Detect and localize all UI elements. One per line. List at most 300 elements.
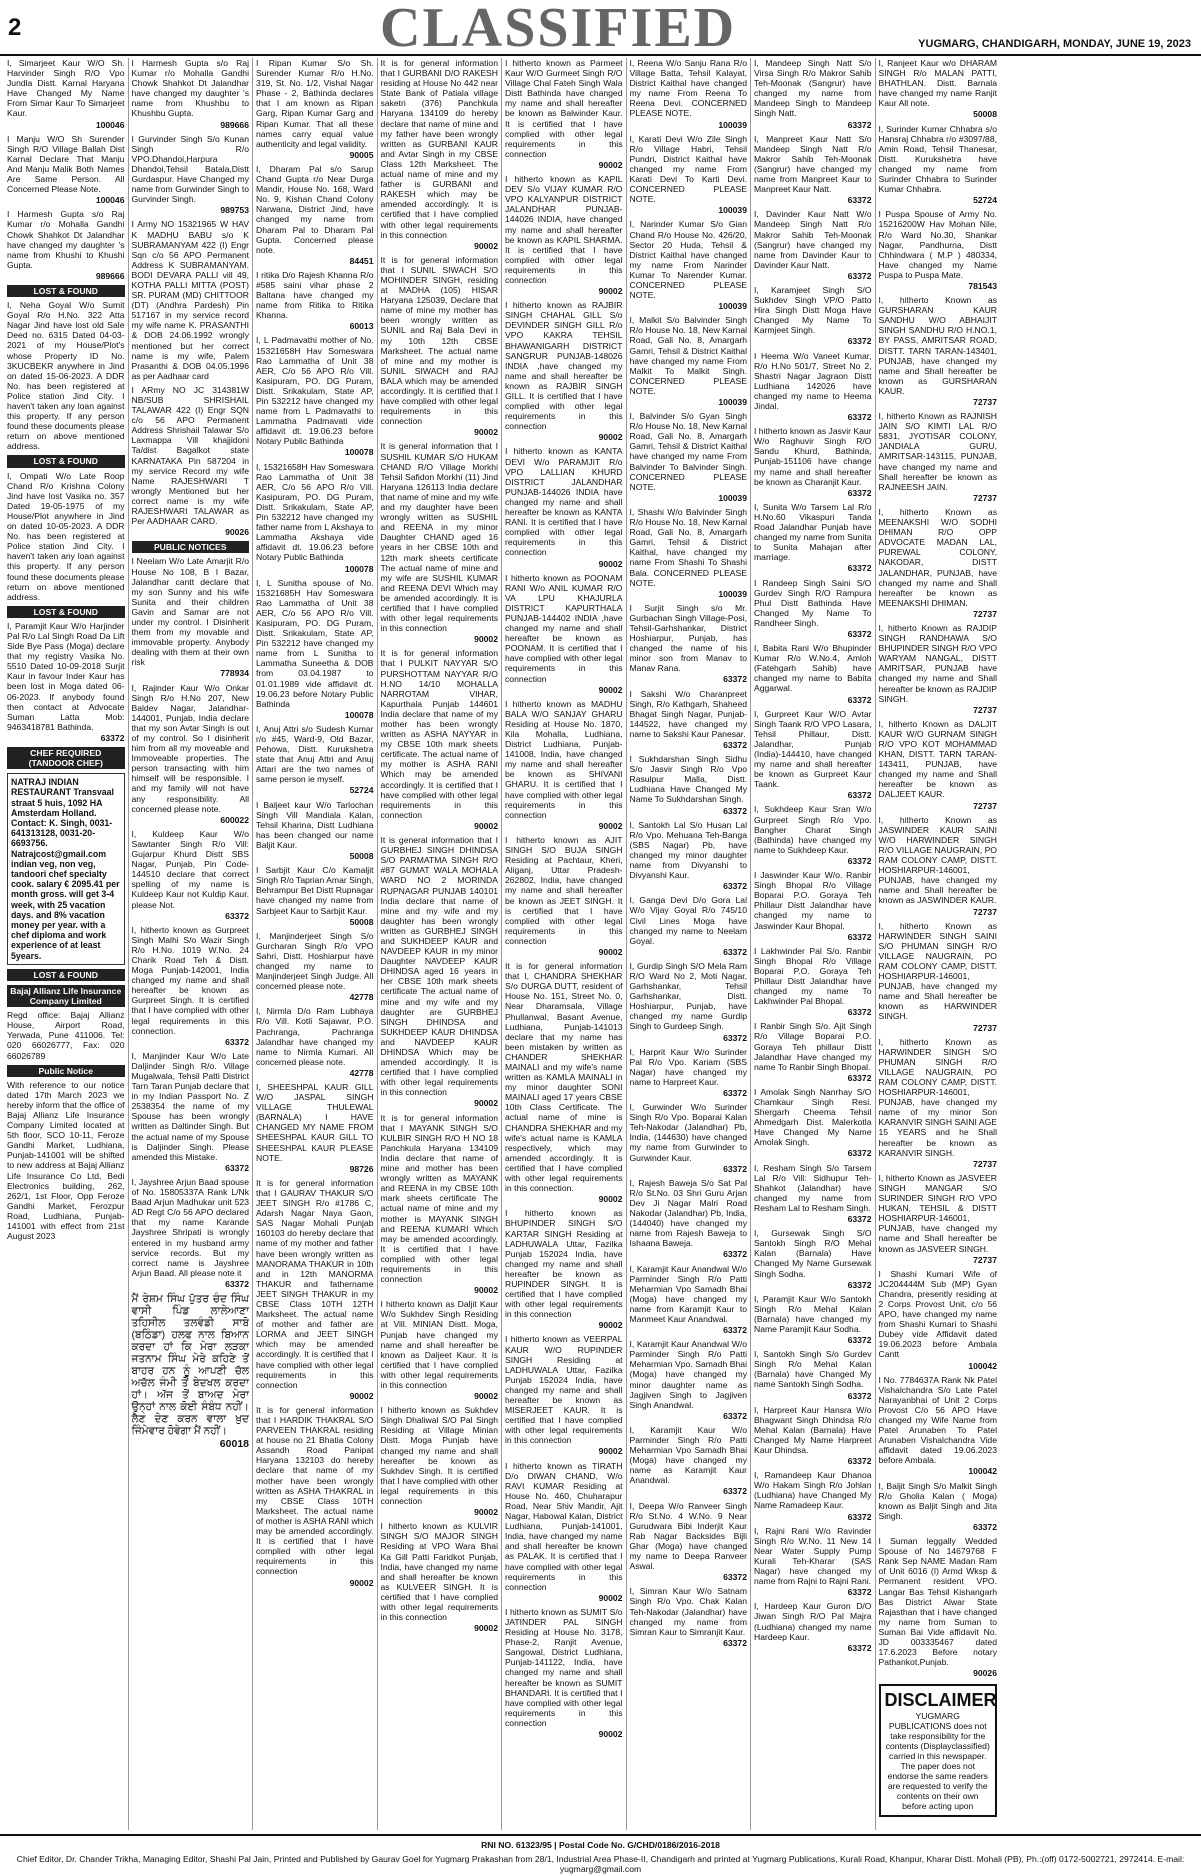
- classified-notice: [132, 1177, 250, 1289]
- column-4: [378, 58, 503, 1830]
- disclaimer-text: YUGMARG PUBLICATIONS does not take responsibility for the contents (Displayclassified) carried in this newspaper. The paper does not endorse the same readers are requested to verify the contents on their own before acting upon: [885, 1711, 990, 1812]
- classified-notice: [754, 1526, 872, 1598]
- classified-notice: [256, 58, 374, 160]
- notice-code: 100078: [344, 447, 374, 458]
- notice-code: 63372: [723, 805, 747, 816]
- notice-text: I, Harprit Kaur W/o Surinder Pal R/o Vpo. Kariam (SBS Nagar) have changed my name to Harpreet Kaur.: [629, 1046, 747, 1087]
- classified-notice: [381, 835, 499, 1109]
- classified-notice: [630, 1425, 748, 1497]
- classified-notice: [754, 1601, 872, 1652]
- notice-code: 98726: [349, 1163, 374, 1174]
- classified-notice: [630, 1339, 748, 1421]
- notice-text: I, Sunita W/o Tarsem Lal R/o H.No.60 Vikaspuri Tanda Road Jalandhar Punjab have changed my name from Sunita to Sunita Mahajan after marriage.: [754, 501, 872, 563]
- notice-code: 72737: [973, 1158, 997, 1169]
- notice-text: I hitherto known as SUMIT S/o JATINDER PAL SINGH Residing at House No. 3178, Phase-2, Ranjit Avenue, Sangowal, District Ludhiana, Punjab-141122, India, have changed my name and shall hereafter be known as SUMIT BHANDARI. It is certified that I have complied with other legal requirements in this connection: [505, 1606, 623, 1728]
- classified-notice: [256, 1405, 374, 1588]
- notice-code: 63372: [847, 563, 872, 574]
- notice-text: I, Mandeep Singh Natt S/o Virsa Singh R/o Makror Sahib Teh-Moonak (Sangrur) have changed my name from Mandeep Singh to Mandeep Singh Natt.: [754, 58, 872, 119]
- classified-notice: [132, 925, 250, 1047]
- notice-text: I, Karamjeet Singh S/O Sukhdev Singh VP/O Patto Hira Singh Distt Moga Have Changed My Name To Karmjeet Singh.: [754, 284, 872, 336]
- masthead-rule: [0, 54, 1201, 56]
- notice-text: I, Manjinder Kaur W/o Late Daljinder Singh R/o. Village Mugalwala, Tehsil Patti District Tarn Taran Punjab declare that in my Indian Passport No. Z 2538354 the name of my Spouse has been wrongly written as Daltinder Singh. But the actual name of my Spouse is Daljinder Singh. Please amended this Mistake.: [131, 1050, 249, 1162]
- notice-code: 63372: [723, 1410, 747, 1421]
- masthead: [0, 0, 1201, 58]
- notice-text: I, Malkit S/o Balvinder Singh R/o House No. 18, New Karnal Road, Gali No. 8, Amargarh Gamri, Tehsil & District Kaithal have changed my name From Malkit To Malkit Singh. CONCERNED PLEASE NOTE.: [629, 315, 748, 396]
- classified-notice: [754, 351, 872, 423]
- classified-notice: [630, 603, 748, 685]
- notice-code: 100039: [718, 397, 747, 407]
- notice-code: 63372: [723, 1637, 747, 1648]
- notice-text: I hitherto known as BHUPINDER SINGH S/O KARTAR SINGH Residing at LADHUWALA Uttar, Fazilka Punjab 152024 India, have changed my name and shall hereafter be known as RUPINDER SINGH. It is certified that I have complied with other legal requirements in this connection: [505, 1208, 623, 1320]
- column-1: [4, 58, 129, 1830]
- notice-text: It is for general information that I GAURAV THAKUR S/O JEET SINGH R/o #1786 C, Adarsh Nagar Naya Gaon, SAS Nagar Mohali Punjab 160103 do hereby declare that name of my mother and father have been wrongly written as MANORAMA THAKUR in 10th and in 12th MANORMA THAKUR and fathername JEET SINGH THAKUR in my CBSE Class 10TH 12TH Marksheet. The actual name of mother and father are LORMA and JEET SINGH which may be amended accordingly. It is certified that I have complied with other legal requirements in this connection: [256, 1177, 374, 1390]
- classified-notice: [256, 931, 374, 1003]
- notice-text: I, Ranjeet Kaur w/o DHARAM SINGH R/o MALAN PATTI, BHATHLAN. Distt. Barnala have changed my name Ranjit Kaur All note.: [878, 58, 997, 109]
- classified-notice: [754, 209, 872, 281]
- classified-notice: [879, 815, 998, 917]
- classified-notice: [879, 411, 998, 503]
- classified-notice: [879, 295, 998, 407]
- notice-code: 72737: [973, 704, 997, 715]
- notice-text: I, Rajni Rani W/o Ravinder Singh R/o W.No. 11 New 14 Near Water Supply Pump Kurali Teh-Kharar (SAS Nagar) have changed my name from Rajni to Rajni Rani.: [754, 1525, 872, 1587]
- notice-text: I, Rajesh Baweja S/o Sat Pal R/o St.No. 03 Shri Guru Arjan Dev Ji Nagar Malri Road Nakodar (Jalandhar) Pb, India, (144040) have changed my name from Rajesh Baweja to Ishaana Baweja.: [629, 1177, 747, 1249]
- notice-code: 90002: [474, 1285, 498, 1296]
- notice-code: 90002: [474, 820, 498, 831]
- notice-text: I Jaswinder Kaur W/o. Ranbir Singh Bhopal R/o Village Boparai P.O. Goraya Teh Phillaur Distt Jalandhar have changed my name to Jaswinder Kaur Bhopal.: [754, 870, 872, 931]
- notice-text: I, Paramjit Kaur W/o Harjinder Pal R/o Lal Singh Road Da Lift Side Bye Pass (Moga) declare that my registry Vasika No. 5510 Dated 10-09-2018 Surjit Kaur in favour Inder Kaur has been lost in Moga dated 06-06-2023. If anybody found then contact at Advocate Suman Latta Mob: 9463418781 Bathinda.: [7, 620, 125, 732]
- classified-notice: [381, 1521, 499, 1633]
- notice-text: I, Simran Kaur W/o Satnam Singh R/o Vpo. Chak Kalan Teh-Nakodar (Jalandhar) have changed my name from Simran Kaur to Simranjit Kaur.: [629, 1586, 747, 1637]
- notice-text: I, Gurdip Singh S/O Mela Ram R/O Ward No 2, Moti Nagar, Garhshankar, Tehsil Garhshankar, Distt. Hoshiarpur, Punjab, have changed my name Gurdip Singh to Gurdeep Singh.: [629, 960, 747, 1032]
- notice-code: 50008: [973, 109, 997, 120]
- classified-notice: [630, 134, 748, 216]
- classified-notice: [256, 724, 374, 796]
- notice-text: I, Nirmla D/o Ram Lubhaya R/o Vill. Kotli Sajawar, P.O. Pachranga, Pachranga Jalandhar have changed my name to Nirmla Kumari. All concerned please note.: [256, 1006, 374, 1067]
- classified-notice: [630, 820, 748, 892]
- notice-code: 90002: [349, 1577, 374, 1588]
- section-header: CHEF REQUIRED (TANDOOR CHEF): [7, 747, 125, 769]
- classified-notice: [256, 865, 374, 927]
- notice-code: 781543: [968, 280, 997, 291]
- classified-notice: [630, 507, 748, 599]
- classified-notice: [505, 1461, 623, 1603]
- classified-notice: [256, 270, 374, 332]
- classified-notice: [630, 1102, 748, 1174]
- classified-notice: [630, 961, 748, 1043]
- notice-text: I, Santokh Lal S/o Husan Lal R/o Vpo. Mehuana Teh-Banga (SBS Nagar) Pb, have changed my minor daughter name from Divyanshi to Divyanshi Kaur.: [629, 819, 747, 881]
- notice-text: I Sarbjit Kaur C/o Kamaljit Singh R/o Taprian Amar Singh, Behrampur Bet Distt Rupnagar have changed my name from Sarbjeet Kaur to Sarbjit Kaur.: [256, 865, 374, 916]
- classified-notice: [754, 1470, 872, 1521]
- classified-notice: [754, 709, 872, 801]
- section-header: LOST & FOUND: [7, 455, 125, 467]
- notice-code: 63372: [847, 694, 872, 705]
- notice-code: 100039: [718, 119, 747, 130]
- classified-notice: [381, 1405, 499, 1517]
- notice-text: I, L Padmavathi mother of No. 15321658H Hav Someswara Rao Lammatha of Unit 38 AER, C/o 56 APO R/o Vill. Kasipuram, PO. DG Puram, Distt. Srikakulam, State AP, Pin 532212 have changed my name from L Padmavathi to Lammatha Padmavati vide affidavit dt. 19.06.23 before Notary Public Bathinda: [256, 335, 374, 447]
- notice-code: 63372: [723, 1249, 747, 1260]
- classified-notice: [256, 800, 374, 862]
- notice-code: 100039: [718, 492, 747, 503]
- notice-code: 63372: [723, 1088, 747, 1098]
- classified-notice: [505, 961, 623, 1204]
- notice-code: 63372: [847, 1148, 872, 1159]
- notice-code: 63372: [847, 855, 872, 866]
- notice-text: I, hitherto Known as HARWINDER SINGH SAINI S/O PHUMAN SINGH R/O VILLAGE NAUGRAIN, PO RAM COLONY CAMP, DISTT. HOSHIARPUR-146001, PUNJAB, have changed my name and Shall hereafter be known as HARWINDER SINGH.: [878, 920, 997, 1022]
- notice-code: 989753: [220, 205, 249, 216]
- notice-code: 63372: [225, 1162, 249, 1173]
- notice-text: I, Neha Goyal W/o Sumit Goyal R/o H.No. 322 Atta Nagar Jind have lost old Sale Deed no. 6315 Dated 04-03-2021 of my House/Plot's whose Property ID No. 3KUCBEKR anywhere in Jind on dated 15-06-2023. A DDR No. has been registered at Police station Jind City. I haven't taken any loan against this property. If any person found these documents please return on above mentioned address.: [7, 300, 125, 452]
- dateline: YUGMARG, CHANDIGARH, MONDAY, JUNE 19, 2023: [918, 38, 1191, 50]
- notice-code: 63372: [847, 412, 872, 423]
- classified-notice: [381, 1113, 499, 1296]
- notice-code: 72737: [973, 608, 997, 619]
- classified-notice: [754, 946, 872, 1018]
- notice-code: 100042: [968, 1466, 997, 1477]
- classified-notice: [879, 1037, 998, 1169]
- classified-notice: [505, 1208, 623, 1330]
- classified-notice: [256, 462, 374, 574]
- notice-code: 63372: [847, 1279, 872, 1290]
- classified-notice: [879, 1269, 998, 1371]
- footer: [0, 1834, 1201, 1876]
- notice-text: I, Karamjit Kaur Anandwal W/o Parminder Singh R/o Patti Meharmian Vpo. Samadh Bhai (Moga) have changed my minor daughter name as Jagjiven Singh to Jagjiven Singh Anandwal.: [629, 1339, 747, 1410]
- classified-notice: [754, 1228, 872, 1290]
- classified-notice: [132, 556, 250, 678]
- notice-text: I, Manpreet Kaur Natt S/o Mandeep Singh Natt R/o Makror Sahib Teh-Moonak (Sangrur) have changed my name from Manpreet Kaur to Manpreet Kaur Natt.: [754, 133, 872, 195]
- notice-text: I No. 7784637A Rank Nk Patel Vishalchandra S/o Late Patel Narayanbhai of Unit 2 Corps Provost C/o 56 APO Have changed my Wife Name from Patel Arunaben To Patel Arunaben Vishalchandra Vide affidavit dated 19.06.2023 before Ambala.: [878, 1374, 997, 1466]
- notice-text: It is for general information that I SUNIL SIWACH S/O MOHINDER SINGH, residing at MADHA (105) HISAR Haryana 125039, Declare that name of mine my mother has been wrongly written as SUNIL and Raj Bala Devi in my 10th 12th CBSE Marksheet. The actual name of mine and my mother is SUNIL SIWACH and RAJ BALA which may be amended accordingly. It is certified that I have complied with other legal requirements in this connection: [380, 254, 498, 427]
- page-number: 2: [8, 14, 22, 41]
- notice-text: I, Harpreet Kaur Hansra W/o Bhagwant Singh Dhindsa R/o Mehal Kalan (Barnala) Have Changed My Name Harpreet Kaur Dhindsa.: [754, 1404, 872, 1455]
- notice-text: I, Gursewak Singh S/O Santokh Singh R/O Mehal Kalan (Barnala) Have Changed My Name Gursewak Singh Sodha.: [754, 1228, 872, 1279]
- classified-notice: [132, 58, 250, 130]
- notice-code: 90002: [598, 1320, 623, 1331]
- notice-code: 63372: [847, 1511, 872, 1522]
- notice-text: I hitherto known as KULVIR SINGH S/O MAJOR SINGH Residing at VPO Wara Bhai Ka Gill Patti Faridkot Punjab, India, have changed my name and shall hereafter be known as KULVEER SINGH. It is certified that I have complied with other legal requirements in this connection: [380, 1521, 498, 1623]
- section-header: Public Notice: [7, 1065, 125, 1077]
- classified-notice: [132, 219, 250, 381]
- notice-text: I Puspa Spouse of Army No. 15216200W Hav Mohan Nile, R/o Ward No.30, Shankar Nagar, Pandhurna, Distt Chhindwara ( M.P ) 480334, Have changed my Name Puspa to Puspa Mate.: [878, 209, 997, 280]
- classified-notice: [754, 578, 872, 640]
- classified-notice: [7, 621, 125, 743]
- notice-code: 600022: [220, 814, 249, 825]
- column-8: [876, 58, 1001, 1830]
- notice-text: I, Santokh Singh S/o Gurdev Singh R/o Mehal Kalan (Barnala) have Changed My name Santokh Singh Sodha.: [754, 1349, 872, 1390]
- classified-notice: [505, 446, 623, 568]
- notice-code: 63372: [847, 336, 872, 347]
- notice-text: I, Resham Singh S/o Tarsem Lal R/o Vill: Sidhupur Teh-Shahkot (Jalandhar) have changed my name from Resham Lal to Resham Singh.: [754, 1162, 872, 1213]
- notice-code: 72737: [973, 800, 997, 811]
- classified-notice: [7, 58, 125, 130]
- classified-notice: [132, 683, 250, 825]
- notice-text: I hitherto known as Jasvir Kaur W/o Raghuvir Singh R/O Sandu Khurd, Bathinda, Punjab-151106 have change my name and shall hereafter be known as Charanjit Kaur.: [754, 426, 872, 487]
- notice-code: 90002: [598, 1592, 623, 1603]
- notice-text: I, Ramandeep Kaur Dhanoa W/o Hakam Singh R/o Johlan (Ludhiana) have Changed My Name Ramadeep Kaur.: [754, 1470, 872, 1511]
- notice-code: 63372: [847, 790, 872, 801]
- classified-notice: [132, 385, 250, 537]
- classified-notice: [505, 174, 623, 296]
- notice-code: 63372: [973, 1521, 997, 1532]
- classified-notice: [754, 285, 872, 347]
- notice-text: I hitherto known as RAJBIR SINGH CHAHAL GILL S/o DEVINDER SINGH GILL R/o VPO KAKRA TEHSIL BHAWANIGARH DISTRICT SANGRUR PUNJAB-148026 INDIA ,have changed my name and shall hereafter be known as RAJBIR SINGH GILL. It is certified that I have complied with other legal requirements in this connection: [505, 300, 623, 432]
- notice-code: 90002: [598, 684, 623, 695]
- notice-text: Regd office: Bajaj Allianz House, Airport Road, Yerwada, Pune 411006. Tel: 020 66026777, Fax: 020 66026789: [7, 1010, 125, 1061]
- notice-code: 63372: [723, 946, 747, 957]
- notice-code: 42778: [349, 992, 374, 1003]
- classified-notice: [754, 502, 872, 574]
- notice-text: It is for general information that I MAYANK SINGH S/O KULBIR SINGH R/O H NO 18 Panchkula Haryana 134109 India declare that name of mine and mother has been wrongly written as MAYANK and REENA in my CBSE 10th mark sheets certificate The actual name of mine and my mother is MAYANK SINGH and REENA KUMARI Which may be amended accordingly. It is certified that I have complied with other legal requirements in this connection: [380, 1112, 498, 1285]
- classified-columns: [4, 58, 1197, 1830]
- notice-text: I, Sukhdeep Kaur Sran W/o Gurpreet Singh R/o Vpo. Bangher Charat Singh (Bathinda) have changed my name to Sukhdeep Kaur.: [754, 804, 872, 855]
- notice-text: I, hitherto Known as MEENAKSHI W/O SODHI DHIMAN R/O OPP ADVOCATE MADAN LAL, PUREWAL COLONY, NAKODAR, DISTT JALANDHAR, PUNJAB, have changed my name and Shall hereafter be known as MEENAKSHI DHIMAN.: [878, 506, 997, 608]
- notice-text: I, Manjinderjeet Singh S/o Gurcharan Singh R/o VPO Sahri, Distt. Hoshiarpur have changed my name to Manjinderjeet Singh Judge. All concerned please note.: [256, 930, 374, 992]
- classified-notice: [256, 1178, 374, 1401]
- notice-code: 63372: [847, 1390, 872, 1401]
- classified-notice: [754, 58, 872, 130]
- notice-code: 63372: [847, 931, 872, 942]
- notice-code: 63372: [723, 1032, 747, 1043]
- notice-text: I Harmesh Gupta s/o Raj Kumar r/o Mohalla Gandhi Chowk Shahkot Dt Jalandhar have changed my daughter 's name from Khushi to Khushi Gupta.: [7, 209, 125, 270]
- classified-notice: [754, 1021, 872, 1083]
- notice-code: 63372: [723, 1325, 747, 1336]
- notice-code: 63372: [847, 1214, 872, 1225]
- notice-text: I, Karati Devi W/o Zile Singh R/o Village Habri, Tehsil Pundri, District Kaithal have changed my name From Karati Devi To Karti Devi. CONCERNED PLEASE NOTE.: [629, 133, 747, 205]
- notice-code: 52724: [973, 195, 997, 206]
- classified-notice: [879, 209, 998, 291]
- notice-code: 52724: [349, 785, 374, 796]
- notice-text: I, Hardeep Kaur Guron D/O Jiwan Singh R/O Pal Majra (Ludhiana) changed my name Hardeep Kaur.: [754, 1601, 872, 1642]
- notice-code: 42778: [349, 1067, 374, 1078]
- notice-code: 72737: [973, 492, 997, 503]
- notice-text: I, hitherto Known as HARWINDER SINGH S/O PHUMAN SINGH R/O VILLAGE NAUGRAIN, PO RAM COLONY CAMP, DISTT. HOSHIARPUR-146001, PUNJAB, have changed my name of my minor Son KARANVIR SINGH SAINI AGE 15 YEARS and he Shall hereafter be known as KARANVIR SINGH.: [878, 1036, 997, 1158]
- classified-notice: [754, 804, 872, 866]
- classified-notice: [879, 1536, 998, 1678]
- notice-text: It is general information that I GURBHEJ SINGH DHINDSA S/O PARMATMA SINGH R/O #87 GUMAT WALA MOHALA WARD NO 2 MORINDA RUPNAGAR PUNJAB 140101 India declare that name of mine and my wife and my daughter has been wrongly written as GURBHEJ SINGH and SUKHDEEP KAUR and NAVDEEP KAUR in my minor Daughter NAVDEEP KAUR DHINDSA aged 16 years in her CBSE 10th mark sheets certificate The actual name of mine and my wife and my daughter are GURBHEJ SINGH DHINDSA and SUKHDEEP KAUR DHINDSA and NAVDEEP KAUR DHINDSA Which may be amended accordingly. It is certified that I have complied with other legal requirements in this connection: [380, 835, 498, 1098]
- column-2: [129, 58, 254, 1830]
- notice-text: I, Babita Rani W/o Bhupinder Kumar R/o W.No.4, Amloh (Fatehgarh Sahib) have changed my name to Babita Aggarwal.: [754, 643, 872, 694]
- notice-code: 90002: [598, 820, 623, 831]
- notice-text: I, hitherto Known as RAJNISH JAIN S/O KIMTI LAL R/O 5831, JYOTISAR COLONY, JANDIALA GURU, AMRITSAR-143115, PUNJAB, have changed my name and Shall hereafter be known as RAJNEESH JAIN.: [878, 411, 997, 492]
- notice-code: 90002: [474, 634, 498, 645]
- notice-text: I ritika D/o Rajesh Khanna R/o #585 saini vihar phase 2 Baltana have changed my name from Ritika to Ritika Khanna.: [256, 269, 374, 321]
- notice-text: I, L Sunitha spouse of No. 15321685H Hav Someswara Rao Lammatha of Unit 38 AER, C/o 56 APO R/o Vill. Kasipuram, PO. DG Puram, Distt. Srikakulam, State AP, Pin 532212 have changed my name from L Sunitha to Lammatha Suneetha & DOB from 03.04.1987 to 01.01.1989 vide affidavit dt. 19.06.23 before Notary Public Bathinda: [256, 577, 374, 709]
- notice-text: I Shashi Kumari Wife of JC204444M Sub (MP) Gyan Chandra, presently residing at 2 Corps Provost Unit, c/o 56 APO, have changed my name from Shashi Kumari to Shashi Dubey vide Affidavit dated 19.06.2023 before Ambala Cantt: [878, 1268, 997, 1360]
- notice-code: 100039: [718, 205, 747, 216]
- notice-code: 63372: [847, 1007, 872, 1018]
- classified-notice: [256, 1082, 374, 1174]
- notice-text: I ARmy NO JC 314381W NB/SUB SHRISHAIL TALAWAR 422 (I) Engr SQN c/o 56 APO Permanent Address Shrishail Talawar S/o Laxmappa Vill khajjidoni Ta/dist Bagalkot state KARNATAKA Pin 587204 in my service Record my wife Name RAJESHWARI T wrongly Mentioned but her correct name is my wife RAJESHWARI TALAWAR as Per AADHAAR CARD.: [131, 384, 249, 527]
- classified-notice: [754, 1405, 872, 1467]
- notice-text: I, SHEESHPAL KAUR GILL W/O JASPAL SINGH VILLAGE THULEWAL (BARNALA) I HAVE CHANGED MY NAME FROM SHEESHPAL KAUR GILL TO SHEESHPAL KAUR PLEASE NOTE.: [256, 1082, 374, 1163]
- notice-code: 90002: [349, 1390, 374, 1401]
- notice-code: 90026: [225, 527, 249, 538]
- notice-code: 100078: [344, 563, 374, 574]
- classified-notice: [630, 754, 748, 816]
- notice-code: 90002: [474, 1098, 498, 1109]
- notice-text: It is for general information that I GURBANI D/O RAKESH residing at House No 442 near State Bank of Patiala village saketri (376) Panchkula Haryana 134109 do hereby declare that name of mine and my father have been wrongly written as GURBANI KAUR and Avtar Singh in my CBSE Class 12th Marksheet. The actual name of mine and my father is GURBANI and RAKESH which may be amended accordingly. It is certified that I have complied with other legal requirements in this connection: [380, 58, 498, 240]
- notice-code: 63372: [723, 674, 747, 685]
- notice-text: I, Karamjit Kaur Anandwal W/o Parminder Singh R/o Patti Meharmian Vpo Samadh Bhai (Moga) have changed my name from Karamjit Kaur to Manmeet Kaur Anandwal.: [629, 1263, 747, 1324]
- notice-code: 90002: [598, 286, 623, 297]
- classified-notice: [7, 1080, 125, 1242]
- notice-text: I hitherto known as AJIT SINGH S/O BUJA SINGH Residing at Pachtaur, Kheri, Aliganj, Uttar Pradesh-262802, India, have changed my name and shall hereafter be known as JEET SINGH. It is certified that I have complied with other legal requirements in this connection: [505, 834, 623, 946]
- section-header: PUBLIC NOTICES: [132, 541, 250, 553]
- notice-text: I Lakhwinder Pal S/o. Ranbir Singh Bhopal R/o Village Boparai P.O. Goraya Teh Phillaur Distt Jalandhar have changed my name To Lakhwinder Pal Bhopal.: [754, 945, 872, 1007]
- section-header: LOST & FOUND: [7, 969, 125, 981]
- notice-text: I, Baljit Singh S/o Malkit Singh R/o Gholia Kalan ( Moga) known as Baljit Singh and Jita Singh.: [878, 1480, 997, 1521]
- notice-code: 90026: [973, 1668, 997, 1679]
- notice-text: I Neelam W/o Late Amarjit R/o House No 108, B I Bazar, Jalandhar cantt declare that my son Sunny and his wife Sunita and their children Gavin and Samar are not under my control. I Disinherit them from my movable and immovable property. Anybody dealing with them at their own risk: [131, 556, 249, 668]
- classified-notice: [381, 648, 499, 831]
- notice-code: 989666: [220, 119, 249, 130]
- notice-code: 90002: [474, 1391, 498, 1402]
- notice-text: I, Dharam Pal s/o Sarup Chand Gupta r/o Near Durga Mandir, House No. 168, Ward No. 9, Kishan Chand Colony Narwana, District Jind, have changed my name from Dharam Pal to Dharam Pal Gupta. Concerned please note.: [256, 163, 374, 255]
- notice-text: I, hitherto Known as GURSHARAN KAUR SANDHU W/O ABHAIJIT SINGH SANDHU R/O H.NO.1, BY PASS, AMRITSAR ROAD, DISTT. TARN TARAN-143401, PUNJAB, have changed my name and Shall hereafter be known as GURSHARAN KAUR.: [878, 295, 997, 396]
- classified-notice: [754, 1087, 872, 1159]
- notice-code: 90002: [474, 427, 498, 438]
- notice-text: I Suman leggally Wedded Spouse of No 14679768 F Rank Sep NAME Madan Ram of Unit 6016 (I) Armd Wksp & Permanent resident VPO. Langar Bas Tehsil Kishangarh Bas District Alwar State Rajasthan that i have changed my name from Suman to Suman Bai Vide affidavit No. JD 003335467 dated 17.6.2023 Before notary Pathankot,Punjab.: [878, 1536, 997, 1668]
- classified-notice: [505, 1607, 623, 1739]
- classified-notice: [505, 300, 623, 442]
- notice-text: I, Ompati W/o Late Roop Chand R/o Krishna Colony Jind have lost Vasika no. 357 Dated 19-05-1975 of my House/Plot anywhere in Jind on dated 10-05-2023. A DDR No. has been registered at Police station Jind City. I haven't taken any loan against this property. If any person found these documents please return on above mentioned address.: [7, 470, 125, 602]
- classified-notice: [754, 1163, 872, 1225]
- notice-code: 72737: [973, 397, 997, 407]
- notice-text: I Ranbir Singh S/o. Ajit Singh R/o Village Boparai P.O. Goraya Teh phillaur Distt Jalandhar Have changed my name To Ranbir Singh Bhopal.: [754, 1021, 872, 1072]
- notice-code: 90002: [598, 1194, 623, 1205]
- notice-text: I, hitherto Known as DALJIT KAUR W/O GURNAM SINGH R/O VPO KOT MOHAMMAD KHAN, DISTT. TARN TARAN-143411, PUNJAB, have changed my name and Shall hereafter be known as DALJEET KAUR.: [878, 718, 997, 800]
- notice-code: 989666: [95, 270, 125, 281]
- notice-text: I hitherto known as TIRATH D/o DIWAN CHAND, W/o RAVI KUMAR Residing at House No. 460, Chuharapur Road, Near Shiv Mandir, Ajit Nagar, Habowal Kalan, District Ludhiana, Punjab-141001, India, have changed my name and shall hereafter be known as PALAK. It is certified that I have complied with other legal requirements in this connection: [505, 1460, 623, 1592]
- notice-code: 63372: [847, 1587, 872, 1598]
- classified-notice: [879, 58, 998, 120]
- classified-notice: [505, 573, 623, 695]
- classified-notice: [256, 164, 374, 266]
- notice-text: It is for general information that I PULKIT NAYYAR S/O PURSHOTTAM NAYYAR R/O H.NO 14/10 MOHALLA NARROTAM VIHAR, Kapurthala Punjab 144601 India declare that name of my mother has been wrongly written as ASHA NAYYAR in my CBSE 10th mark sheets certificate. The actual name of my mother is ASHA RANI Which may be amended accordingly. It is certified that I have complied with other legal requirements in this connection: [380, 648, 498, 820]
- notice-code: 90002: [474, 1507, 498, 1518]
- notice-code: 63372: [847, 628, 872, 639]
- footer-rni: RNI NO. 61323/95 | Postal Code No. G/CHD/0186/2016-2018: [481, 1840, 720, 1850]
- notice-code: 72737: [973, 1022, 997, 1033]
- classified-notice: [630, 1586, 748, 1648]
- notice-code: 63372: [847, 119, 872, 130]
- notice-text: I, Davinder Kaur Natt W/o Mandeep Singh Natt R/o Makror Sahib Teh-Moonak (Sangrur) have changed my name from Davinder Kaur to Davinder Kaur Natt.: [754, 209, 872, 270]
- classified-notice: [630, 1178, 748, 1260]
- notice-code: 63372: [100, 732, 125, 743]
- notice-text: It is for general information that I HARDIK THAKRAL S/O PARVEEN THAKRAL residing at house no 21 Bhatia Colony Assandh Road Panipat Haryana 132103 do hereby declare that name of my mother have been wrongly written as ASHA THAKRAL in my CBSE Class 10TH Marksheet. The actual name of mother is ASHA RANI which may be amended accordingly. It is certified that I have complied with other legal requirements in this connection: [256, 1404, 374, 1577]
- classified-notice: [381, 1299, 499, 1401]
- notice-code: 90002: [474, 1623, 498, 1634]
- notice-text: I Sukhdarshan Singh Sidhu S/o Jasvir Singh R/o Vpo Rasulpur Malla, Distt. Ludhiana Have Changed My Name To Sukhdarshan Singh.: [629, 754, 747, 805]
- notice-text: I Heema W/o Vaneet Kumar, R/o H.No 501/7, Street No 2, Shastri Nagar Jagraon Distt Ludhiana 142026 have changed my name to Heema Jindal.: [754, 350, 872, 411]
- classified-notice: [505, 1334, 623, 1456]
- classified-notice: [754, 870, 872, 942]
- classified-notice: [754, 134, 872, 206]
- notice-text: I Army NO 15321965 W HAV K MADHU BABU s/o K SUBRAMANYAM 422 (I) Engr Sqn c/o 56 APO Permanent Address K SUBRAMANYAM. BODI DEVARA PALLI vill 49, KOTHA PALLI MITTA (POST) SR. PURAM (MD) CHITTOOR (DT) (Andhra Pardesh) Pin 517167 in my service record my wife name K. PRASANTHI & DOB 24.06.1992 wrongly mentioned but her correct name is my wife, Palem Prasanthi & DOB 04.05.1996 as per Aadhaar card: [131, 219, 249, 381]
- classified-notice: [256, 578, 374, 720]
- classified-notice: [505, 835, 623, 957]
- classified-notice: [7, 134, 125, 206]
- classified-notice: [879, 124, 998, 206]
- classified-notice: [505, 699, 623, 831]
- column-6: [627, 58, 752, 1830]
- job-ad: NATRAJ INDIAN RESTAURANT Transvaal straat 5 huis, 1092 HA Amsterdam Holland. Contact: K. Singh, 0031-641313128, 0031-20-6693756. Natrajcost@gmail.com indian veg, non veg, tandoori chef specialty cook. salary € 2095.41 per month gross. will get 3-4 week, with 25 vacation days. and 8% vacation money per year. with a chef diploma and work experience of at least 5years.: [7, 773, 125, 965]
- disclaimer-title: DISCLAIMER: [884, 1690, 997, 1711]
- classified-notice: [879, 623, 998, 715]
- notice-text: I hitherto known as Parmeet Kaur W/O Gurmeet Singh R/O Village Chal Fateh Singh Wala Distt Bathinda have changed my name and shall hereafter be known as Balwinder Kaur. It is certified that I have complied with other legal requirements in this connection: [505, 58, 623, 159]
- classified-notice: [630, 219, 748, 311]
- notice-code: 100039: [718, 301, 747, 312]
- notice-code: 63372: [723, 740, 747, 750]
- classified-notice: [630, 895, 748, 957]
- notice-text: I, Deepa W/o Ranveer Singh R/o St.No. 4 W.No. 9 Near Gurudwara Bibi Inderjit Kaur Rab Nagar Backsides Bijli Ghar (Moga) have changed my name to Deepa Ranveer Aswal.: [629, 1500, 747, 1572]
- notice-text: I, Ganga Devi D/o Gora Lal W/o Vijay Goyal R/o 745/10 Civil Lines Moga have changed my name to Neelam Goyal.: [629, 895, 747, 946]
- classified-notice: [7, 471, 125, 602]
- notice-code: 63372: [225, 1036, 249, 1047]
- notice-text: I hitherto known as KANTA DEVI W/o PARAMJIT R/o VPO LALLIAN KHURD DISTRICT JALANDHAR PUNJAB-144026 INDIA have changed my name and shall hereafter be known as KANTA RANI. It is certified that I have complied with other legal requirements in this connection: [505, 446, 623, 558]
- notice-code: 50008: [349, 916, 374, 927]
- notice-code: 84451: [349, 255, 374, 266]
- classified-notice: [7, 300, 125, 451]
- notice-text: I hitherto known as MADHU BALA W/O SANJAY GHARU Residing at House No. 1870, Kila Mohalla, Ludhiana, District Ludhiana, Punjab-141008, India, have changed my name and shall hereafter be known as SHIVANI GHARU. It is certified that I have complied with other legal requirements in this connection: [505, 698, 623, 820]
- notice-code: 63372: [847, 270, 872, 281]
- classified-notice: [754, 1349, 872, 1400]
- classified-notice: [879, 1481, 998, 1532]
- notice-code: 63372: [847, 1335, 872, 1346]
- notice-text: I Amolak Singh Nanrhay S/O Chamkaur Singh Resi. Shergarh Cheema Tehsil Ahmedgarh Dist. Malerkotla Have Changed My Name Amolak Singh.: [754, 1086, 872, 1148]
- notice-text: I, 15321658H Hav Someswara Rao Lammatha of Unit 38 AER, C/o 56 APO R/o Vill. Kasipuram, PO. DG Puram, Distt. Srikakulam, State AP, Pin 532212 have changed my father name from L Akshaya to Lammatha Akshaya vide affidavit dt. 19.06.23 before Notary Public Bathinda: [256, 461, 374, 563]
- classified-notice: [879, 921, 998, 1033]
- notice-text: It is general information that I SUSHIL KUMAR S/O HUKAM CHAND R/O Village Morkhi Tehsil Safidon Morkhi (11) Jind Haryana 126113 India declare that name of mine and my wife and my daughter have been wrongly written as SUSHIL and REENA in my minor Daughter CHAND aged 16 years in her CBSE 10th and 12th mark sheets certificate The actual name of mine and my wife are SUSHIL KUMAR and REENA DEVI Which may be amended accordingly. It is certified that I have complied with other legal requirements in this connection: [380, 441, 498, 634]
- classified-notice: [754, 426, 872, 498]
- classified-notice: [754, 1294, 872, 1345]
- notice-code: 100046: [95, 195, 125, 206]
- notice-code: 90002: [598, 946, 623, 957]
- notice-text: I, Kuldeep Kaur W/o Sawtanter Singh R/o Vill: Gujarpur Khurd Distt SBS Nagar, Punjab, Pin Code-144510 declare that correct spelling of my name is Kuldeep Kaur not Kuldip Kaur. please Not.: [131, 828, 249, 910]
- notice-text: I, Surinder Kumar Chhabra s/o Hansraj Chhabra r/o #3097/88, Amin Road, Tehsil Thanesar, Distt. Kurukshetra have changed my name from Surinder Chhabra to Surinder Kumar Chhabra.: [878, 123, 997, 195]
- notice-text: I, hitherto Known as JASVEER SINGH MANGAR S/O SURINDER SINGH R/O VPO HUKAN, TEHSIL & DISTT HOSHIARPUR-146001, PUNJAB, have changed my name and Shall hereafter be known as JASVEER SINGH.: [878, 1172, 997, 1254]
- notice-code: 63372: [847, 1072, 872, 1083]
- notice-text: I, hitherto Known as JASWINDER KAUR SAINI W/O HARWINDER SINGH R/O VILLAGE NAUGRAIN, PO RAM COLONY CAMP, DISTT. HOSHIARPUR-146001, PUNJAB, have changed my name and Shall hereafter be known as JASWINDER KAUR.: [878, 814, 997, 906]
- notice-code: 90005: [349, 149, 374, 160]
- notice-text: I Baljeet kaur W/o Tarlochan Singh Vill Mandiala Kalan, Tehsil Kharina, Distt Ludhiana has been changed our name Baljit Kaur.: [256, 799, 374, 850]
- notice-text: I, Gurwinder W/o Surinder Singh R/o Vpo. Boparai Kalan Teh-Nakodar (Jalandhar) Pb, India, (144630) have changed my name from Gurwinder to Gurwinder Kaur.: [629, 1102, 747, 1163]
- notice-code: 90002: [474, 240, 498, 251]
- column-5: [502, 58, 627, 1830]
- section-header: LOST & FOUND: [7, 606, 125, 618]
- notice-text: I hitherto known as POONAM RANI W/o ANIL KUMAR R/O VA LPU KHAJURLA DISTRICT KAPURTHALA PUNJAB-144402 INDIA ,have changed my name and shall hereafter be known as POONAM. It is certified that I have complied with other legal requirements in this connection: [505, 572, 623, 684]
- notice-code: 100039: [718, 588, 747, 599]
- notice-text: I Gurvinder Singh S/o Kunan Singh R/o VPO.Dhandoi,Harpura Dhandoi,Tehsil Batala,Distt Gurdaspur. Have Changed my name from Gurwinder Singh to Gurvinder Singh.: [131, 133, 249, 205]
- classified-notice: [505, 58, 623, 170]
- classified-notice: [879, 507, 998, 619]
- notice-text: I, Karamjit Kaur W/o Parminder Singh R/o Patti Meharmian Vpo Samadh Bhai (Moga) have changed my name as Karamjit Kaur Anandwal.: [629, 1424, 747, 1486]
- classified-notice: [256, 335, 374, 457]
- notice-text: I hitherto known as Sukhdev Singh Dhaliwal S/O Pal Singh Residing at Village Minian Distt. Moga Punjab have changed my name and shall hereafter be known as Sukhdev Singh. It is certified that I have complied with other legal requirements in this connection: [380, 1405, 498, 1507]
- notice-code: 72737: [973, 906, 997, 917]
- classified-notice: [132, 829, 250, 921]
- notice-code: 63372: [847, 1642, 872, 1653]
- classified-notice: [132, 1051, 250, 1173]
- classified-notice: [879, 1375, 998, 1477]
- classified-notice: [7, 209, 125, 281]
- notice-code: 90002: [598, 1446, 623, 1457]
- classified-notice: [7, 1010, 125, 1060]
- disclaimer-box: [879, 1684, 998, 1817]
- classified-notice: [630, 1501, 748, 1583]
- classified-notice: [630, 58, 748, 130]
- notice-code: 778934: [220, 668, 249, 679]
- notice-code: 63372: [723, 1486, 747, 1497]
